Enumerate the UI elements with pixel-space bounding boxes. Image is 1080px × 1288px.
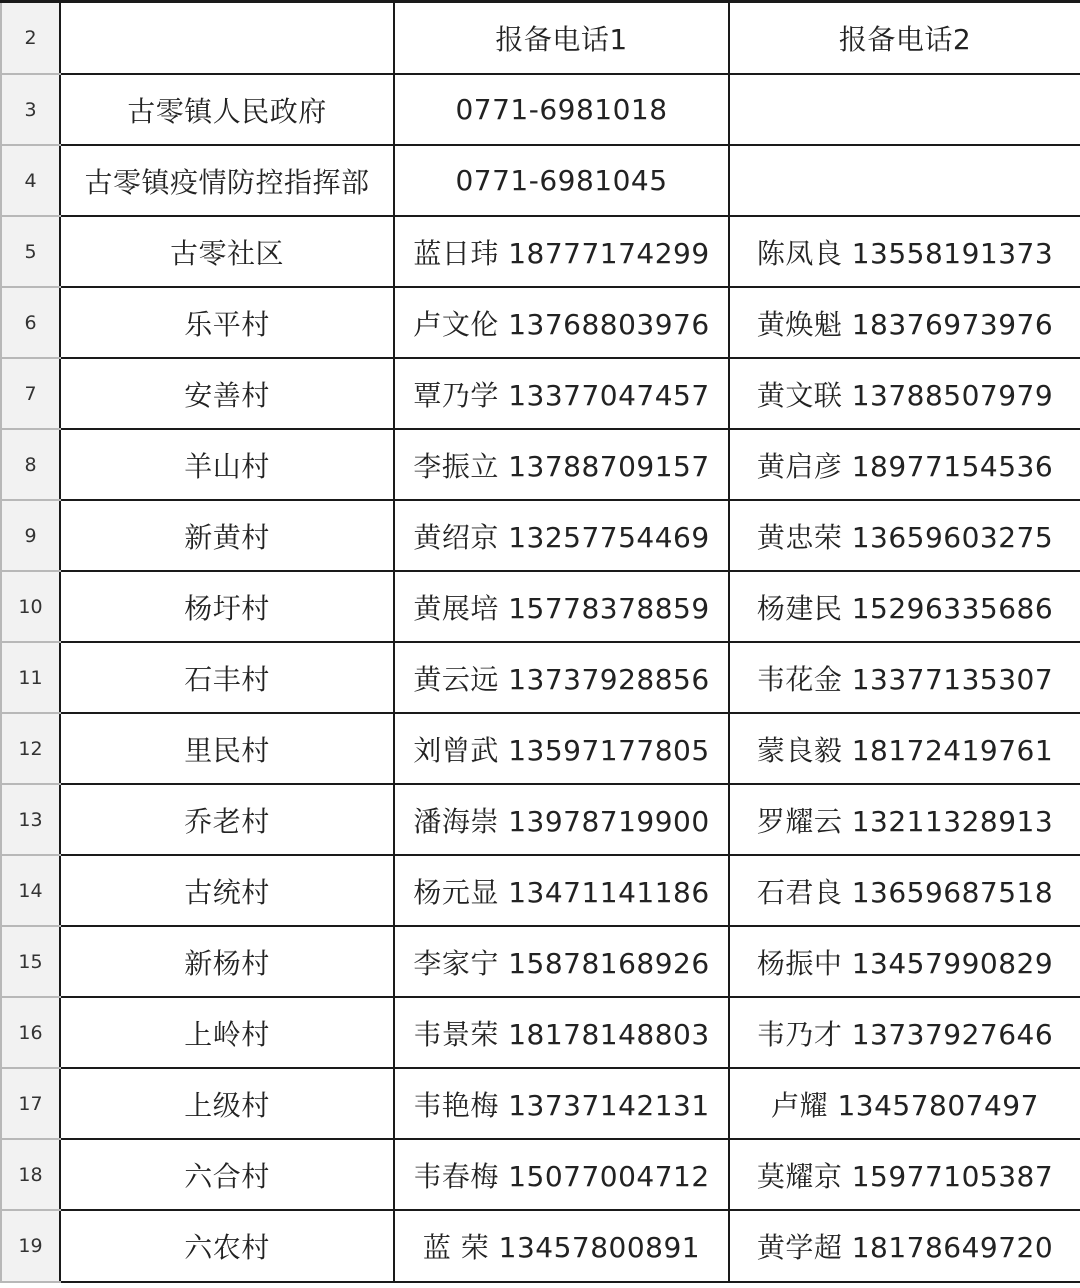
cell-unit-name[interactable] xyxy=(60,429,394,500)
phone1-text: 黄云远 13737928856 xyxy=(413,662,710,696)
table-row xyxy=(1,145,1080,216)
cell-phone2[interactable] xyxy=(729,429,1080,500)
table-row xyxy=(1,429,1080,500)
cell-phone1[interactable] xyxy=(394,642,729,713)
row-number: 3 xyxy=(24,98,37,121)
cell-unit-name[interactable] xyxy=(60,145,394,216)
contact-table xyxy=(0,3,1080,1283)
cell-phone2[interactable] xyxy=(729,358,1080,429)
cell-unit-name[interactable] xyxy=(60,1139,394,1210)
phone2-text: 陈凤良 13558191373 xyxy=(756,236,1054,270)
cell-phone1[interactable] xyxy=(394,997,729,1068)
table-row xyxy=(1,358,1080,429)
phone2-text: 杨振中 13457990829 xyxy=(756,946,1054,980)
cell-phone1[interactable] xyxy=(394,145,729,216)
cell-unit-name[interactable] xyxy=(60,1068,394,1139)
row-number: 10 xyxy=(18,595,43,618)
unit-name: 乔老村 xyxy=(184,804,270,838)
unit-name: 六农村 xyxy=(184,1231,270,1264)
cell-phone1[interactable] xyxy=(394,287,729,358)
phone1-text: 0771-6981018 xyxy=(455,93,668,126)
unit-name: 古零镇人民政府 xyxy=(127,94,327,128)
row-number-cell[interactable] xyxy=(1,358,60,429)
row-number: 5 xyxy=(24,240,37,263)
cell-phone2[interactable] xyxy=(729,642,1080,713)
row-number-cell[interactable] xyxy=(1,1210,60,1282)
row-number-cell[interactable] xyxy=(1,997,60,1068)
phone2-text: 黄焕魁 18376973976 xyxy=(756,307,1054,341)
row-number-cell[interactable] xyxy=(1,216,60,287)
row-number: 11 xyxy=(18,666,43,689)
unit-name: 古统村 xyxy=(184,875,270,909)
table-row xyxy=(1,713,1080,784)
row-number-cell[interactable] xyxy=(1,926,60,997)
phone1-text: 潘海崇 13978719900 xyxy=(413,804,710,838)
row-number: 16 xyxy=(18,1021,43,1044)
cell-unit-name[interactable] xyxy=(60,500,394,571)
row-number-cell[interactable] xyxy=(1,287,60,358)
table-row xyxy=(1,926,1080,997)
header-cell-phone2[interactable] xyxy=(729,3,1080,74)
phone1-text: 刘曾武 13597177805 xyxy=(413,733,710,767)
cell-unit-name[interactable] xyxy=(60,855,394,926)
cell-phone2[interactable] xyxy=(729,287,1080,358)
phone1-text: 韦艳梅 13737142131 xyxy=(413,1088,710,1122)
phone1-text: 覃乃学 13377047457 xyxy=(413,378,710,412)
row-number: 9 xyxy=(24,524,37,547)
unit-name: 新黄村 xyxy=(184,520,270,554)
table-row xyxy=(1,1210,1080,1282)
cell-phone1[interactable] xyxy=(394,784,729,855)
unit-name: 新杨村 xyxy=(184,946,270,980)
cell-phone1[interactable] xyxy=(394,855,729,926)
cell-phone1[interactable] xyxy=(394,216,729,287)
phone2-text: 石君良 13659687518 xyxy=(756,875,1054,909)
phone2-text: 杨建民 15296335686 xyxy=(756,591,1054,625)
row-number: 6 xyxy=(24,311,37,334)
row-number-cell[interactable] xyxy=(1,429,60,500)
cell-phone2[interactable] xyxy=(729,500,1080,571)
cell-phone2[interactable] xyxy=(729,926,1080,997)
cell-unit-name[interactable] xyxy=(60,287,394,358)
unit-name: 六合村 xyxy=(184,1159,270,1193)
row-number-cell[interactable] xyxy=(1,1068,60,1139)
table-row xyxy=(1,74,1080,145)
cell-phone1[interactable] xyxy=(394,713,729,784)
cell-unit-name[interactable] xyxy=(60,784,394,855)
row-number-cell[interactable] xyxy=(1,500,60,571)
phone1-text: 黄绍京 13257754469 xyxy=(413,520,710,554)
phone1-text: 蓝日玮 18777174299 xyxy=(413,236,710,270)
cell-phone2[interactable] xyxy=(729,855,1080,926)
phone2-text: 黄文联 13788507979 xyxy=(756,378,1054,412)
phone2-text: 韦花金 13377135307 xyxy=(756,662,1054,696)
cell-unit-name[interactable] xyxy=(60,1210,394,1282)
row-number-cell[interactable] xyxy=(1,571,60,642)
row-number-cell[interactable] xyxy=(1,855,60,926)
cell-phone2[interactable] xyxy=(729,145,1080,216)
row-number-cell[interactable] xyxy=(1,1139,60,1210)
table-row xyxy=(1,1139,1080,1210)
table-row xyxy=(1,216,1080,287)
phone2-text: 韦乃才 13737927646 xyxy=(756,1017,1054,1051)
row-number-cell[interactable] xyxy=(1,145,60,216)
phone1-text: 杨元显 13471141186 xyxy=(413,875,710,909)
cell-phone2[interactable] xyxy=(729,1139,1080,1210)
cell-phone2[interactable] xyxy=(729,1210,1080,1282)
phone1-text: 韦景荣 18178148803 xyxy=(413,1017,710,1051)
header-phone2-label: 报备电话2 xyxy=(838,23,972,56)
cell-phone2[interactable] xyxy=(729,216,1080,287)
cell-phone2[interactable] xyxy=(729,997,1080,1068)
row-number: 2 xyxy=(24,27,37,49)
phone2-text: 罗耀云 13211328913 xyxy=(756,804,1054,838)
unit-name: 里民村 xyxy=(184,733,270,767)
phone2-text: 黄学超 18178649720 xyxy=(756,1231,1054,1264)
cell-phone2[interactable] xyxy=(729,571,1080,642)
row-number: 12 xyxy=(18,737,43,760)
unit-name: 上级村 xyxy=(184,1088,270,1122)
cell-phone1[interactable] xyxy=(394,1068,729,1139)
phone1-text: 李家宁 15878168926 xyxy=(413,946,710,980)
cell-phone2[interactable] xyxy=(729,784,1080,855)
cell-phone1[interactable] xyxy=(394,571,729,642)
cell-phone1[interactable] xyxy=(394,1210,729,1282)
row-number: 19 xyxy=(18,1235,43,1257)
table-row xyxy=(1,997,1080,1068)
row-number-cell[interactable] xyxy=(1,713,60,784)
row-number: 7 xyxy=(24,382,37,405)
cell-phone1[interactable] xyxy=(394,74,729,145)
header-cell-name[interactable] xyxy=(60,3,394,74)
header-phone1-label: 报备电话1 xyxy=(495,23,628,56)
unit-name: 石丰村 xyxy=(184,662,270,696)
cell-unit-name[interactable] xyxy=(60,571,394,642)
cell-unit-name[interactable] xyxy=(60,926,394,997)
table-row xyxy=(1,500,1080,571)
row-number-cell[interactable] xyxy=(1,642,60,713)
phone2-text: 卢耀 13457807497 xyxy=(771,1088,1039,1122)
phone2-text: 黄启彦 18977154536 xyxy=(756,449,1054,483)
cell-phone1[interactable] xyxy=(394,500,729,571)
table-row xyxy=(1,784,1080,855)
row-number: 18 xyxy=(18,1163,43,1186)
row-number: 14 xyxy=(18,879,43,902)
cell-unit-name[interactable] xyxy=(60,358,394,429)
cell-phone1[interactable] xyxy=(394,429,729,500)
unit-name: 乐平村 xyxy=(184,307,270,341)
row-number: 13 xyxy=(18,808,43,831)
header-cell-phone1[interactable] xyxy=(394,3,729,74)
cell-unit-name[interactable] xyxy=(60,997,394,1068)
unit-name: 杨圩村 xyxy=(184,591,270,625)
table-row xyxy=(1,642,1080,713)
unit-name: 古零镇疫情防控指挥部 xyxy=(84,165,370,199)
header-row xyxy=(1,3,1080,74)
cell-phone1[interactable] xyxy=(394,1139,729,1210)
table-row xyxy=(1,287,1080,358)
phone1-text: 黄展培 15778378859 xyxy=(413,591,710,625)
cell-phone2[interactable] xyxy=(729,74,1080,145)
phone1-text: 蓝 荣 13457800891 xyxy=(422,1231,701,1264)
table-row xyxy=(1,571,1080,642)
phone2-text: 莫耀京 15977105387 xyxy=(756,1159,1054,1193)
row-number-cell[interactable] xyxy=(1,3,60,74)
row-number: 8 xyxy=(24,453,37,476)
cell-unit-name[interactable] xyxy=(60,74,394,145)
cell-phone1[interactable] xyxy=(394,358,729,429)
cell-phone2[interactable] xyxy=(729,1068,1080,1139)
row-number-cell[interactable] xyxy=(1,784,60,855)
cell-unit-name[interactable] xyxy=(60,216,394,287)
cell-unit-name[interactable] xyxy=(60,642,394,713)
table-row xyxy=(1,855,1080,926)
phone1-text: 韦春梅 15077004712 xyxy=(413,1159,710,1193)
table-body xyxy=(1,3,1080,1282)
table-row xyxy=(1,1068,1080,1139)
row-number: 17 xyxy=(18,1092,43,1115)
unit-name: 古零社区 xyxy=(169,236,284,270)
row-number-cell[interactable] xyxy=(1,74,60,145)
unit-name: 上岭村 xyxy=(184,1017,270,1051)
unit-name: 安善村 xyxy=(184,378,270,412)
phone2-text: 蒙良毅 18172419761 xyxy=(756,733,1054,767)
phone1-text: 卢文伦 13768803976 xyxy=(413,307,710,341)
cell-unit-name[interactable] xyxy=(60,713,394,784)
row-number: 4 xyxy=(24,169,37,192)
row-number: 15 xyxy=(18,950,43,973)
phone2-text: 黄忠荣 13659603275 xyxy=(756,520,1054,554)
cell-phone1[interactable] xyxy=(394,926,729,997)
phone1-text: 0771-6981045 xyxy=(455,164,668,197)
cell-phone2[interactable] xyxy=(729,713,1080,784)
unit-name: 羊山村 xyxy=(184,449,270,483)
phone1-text: 李振立 13788709157 xyxy=(413,449,710,483)
